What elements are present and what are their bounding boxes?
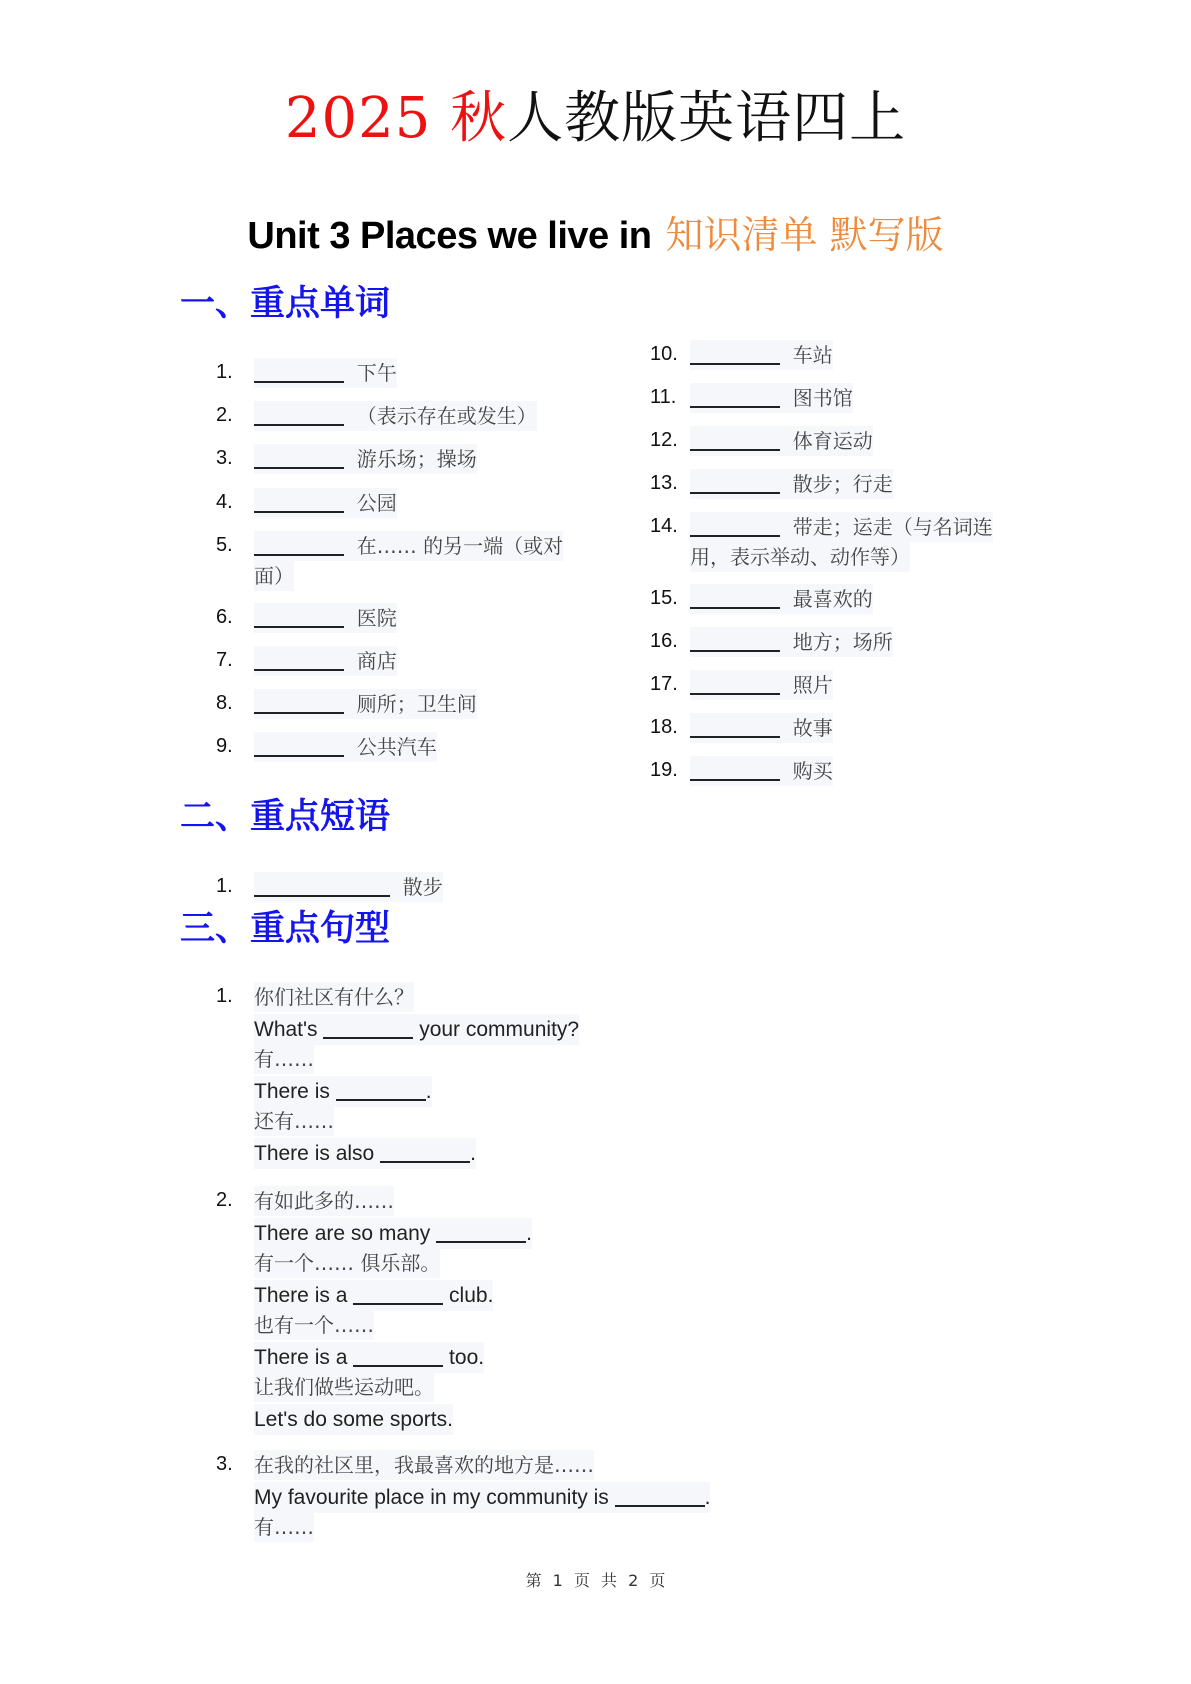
sentence-text: 你们社区有什么？ [254, 985, 414, 1009]
sentence-chinese [254, 1044, 314, 1074]
sentence-text: Let's do some sports. [254, 1408, 453, 1431]
sentence-chinese [254, 1186, 394, 1216]
item-number: 18. [650, 716, 678, 738]
word-line [254, 603, 397, 633]
item-number: 2. [216, 1189, 233, 1211]
sentence-chinese [254, 982, 414, 1012]
sentence-text-after: . [704, 1486, 711, 1509]
word-line [254, 646, 397, 676]
sentence-text: 有…… [254, 1515, 314, 1539]
answer-blank[interactable] [690, 587, 780, 609]
word-meaning-continued: 用，表示举动、动作等） [690, 542, 910, 572]
sentence-text: 让我们做些运动吧。 [254, 1375, 434, 1399]
title-year-season: 2025 秋 [284, 86, 508, 151]
answer-blank[interactable] [690, 515, 780, 537]
word-meaning: 照片 [792, 673, 833, 697]
word-meaning: 公园 [356, 491, 397, 515]
word-line [690, 713, 833, 743]
word-meaning: 故事 [792, 716, 833, 740]
word-line [254, 358, 397, 388]
word-line [690, 584, 873, 614]
section-heading-sentences: 三、重点句型 [180, 908, 391, 949]
answer-blank[interactable] [254, 735, 344, 757]
answer-blank[interactable] [690, 429, 780, 451]
sentence-chinese [254, 1106, 334, 1136]
section-heading-words: 一、重点单词 [180, 283, 391, 324]
answer-blank[interactable] [615, 1485, 705, 1507]
title-main: 人教版英语四上 [507, 86, 907, 151]
word-meaning-continued: 面） [254, 561, 294, 591]
item-number: 1. [216, 361, 233, 383]
item-number: 13. [650, 472, 678, 494]
word-line [254, 401, 537, 431]
phrase-item [0, 872, 700, 900]
unit-title-chinese: 知识清单 默写版 [665, 213, 944, 257]
sentence-english [254, 1482, 710, 1513]
answer-blank[interactable] [254, 875, 390, 897]
sentence-text: 还有…… [254, 1109, 334, 1133]
answer-blank[interactable] [254, 447, 344, 469]
item-number: 16. [650, 630, 678, 652]
sentence-text-before: There is a [254, 1284, 354, 1307]
answer-blank[interactable] [690, 759, 780, 781]
word-meaning: 图书馆 [792, 386, 853, 410]
word-meaning: 地方；场所 [792, 630, 893, 654]
answer-blank[interactable] [353, 1345, 443, 1367]
word-meaning: 商店 [356, 649, 397, 673]
sentence-text-before: My favourite place in my community is [254, 1486, 615, 1509]
answer-blank[interactable] [690, 343, 780, 365]
word-line [690, 383, 853, 413]
sentence-text: 有一个…… 俱乐部。 [254, 1251, 441, 1275]
item-number: 2. [216, 404, 233, 426]
answer-blank[interactable] [690, 716, 780, 738]
sentence-text: 有如此多的…… [254, 1189, 394, 1213]
word-line [254, 444, 477, 474]
answer-blank[interactable] [254, 606, 344, 628]
word-line [690, 340, 833, 370]
word-meaning: 最喜欢的 [792, 587, 873, 611]
unit-title [0, 208, 1191, 263]
sentence-english [254, 1404, 453, 1435]
sentence-text-before: There are so many [254, 1222, 437, 1245]
sentence-text-before: There is also [254, 1142, 381, 1165]
item-number: 12. [650, 429, 678, 451]
sentence-english [254, 1280, 493, 1311]
word-meaning: 游乐场；操场 [356, 447, 477, 471]
answer-blank[interactable] [690, 630, 780, 652]
item-number: 5. [216, 534, 233, 556]
word-meaning: 带走；运走（与名词连 [792, 515, 993, 539]
item-number: 4. [216, 491, 233, 513]
word-meaning: 散步；行走 [792, 472, 893, 496]
word-line [690, 426, 873, 456]
item-number: 3. [216, 1453, 233, 1475]
sentence-text-after: club. [443, 1284, 494, 1307]
answer-blank[interactable] [380, 1141, 470, 1163]
word-line [690, 627, 893, 657]
item-number: 6. [216, 606, 233, 628]
sentence-text-after: too. [443, 1346, 485, 1369]
sentence-text: 有…… [254, 1047, 314, 1071]
sentence-text: 在我的社区里，我最喜欢的地方是…… [254, 1453, 594, 1477]
word-line [690, 512, 993, 542]
answer-blank[interactable] [353, 1283, 443, 1305]
page-footer: 第 1 页 共 2 页 [525, 1571, 666, 1590]
word-line [254, 689, 477, 719]
sentence-text-before: There is [254, 1080, 336, 1103]
answer-blank[interactable] [254, 692, 344, 714]
word-meaning: （表示存在或发生） [356, 404, 537, 428]
unit-title-english: Unit 3 Places we live in [247, 215, 652, 257]
sentence-chinese [254, 1248, 440, 1278]
document-title [0, 84, 1191, 154]
word-line [690, 469, 893, 499]
item-number: 11. [650, 386, 677, 408]
sentence-text-after: . [425, 1080, 432, 1103]
sentence-text-before: There is a [254, 1346, 354, 1369]
word-line [254, 732, 437, 762]
word-line [254, 488, 397, 518]
sentence-english [254, 1076, 432, 1107]
word-line [690, 670, 833, 700]
item-number: 1. [216, 875, 233, 897]
word-line [690, 756, 833, 786]
item-number: 3. [216, 447, 233, 469]
item-number: 17. [650, 673, 678, 695]
sentence-english [254, 1138, 476, 1169]
item-number: 10. [650, 343, 678, 365]
answer-blank[interactable] [254, 649, 344, 671]
phrase-meaning: 散步 [402, 875, 443, 899]
item-number: 8. [216, 692, 233, 714]
answer-blank[interactable] [436, 1221, 526, 1243]
sentence-english [254, 1218, 532, 1249]
sentence-text-after: . [470, 1142, 476, 1165]
sentence-english [254, 1014, 579, 1045]
sentence-chinese [254, 1372, 434, 1402]
word-meaning: 车站 [792, 343, 833, 367]
item-number: 7. [216, 649, 233, 671]
item-number: 14. [650, 515, 678, 537]
word-meaning: 体育运动 [792, 429, 873, 453]
sentence-english [254, 1342, 484, 1373]
word-meaning: 下午 [356, 361, 397, 385]
sentence-chinese [254, 1310, 374, 1340]
sentence-text: 也有一个…… [254, 1313, 374, 1337]
sentence-chinese [254, 1450, 594, 1480]
sentence-chinese [254, 1512, 314, 1542]
answer-blank[interactable] [690, 386, 780, 408]
phrase-line [254, 872, 443, 902]
item-number: 15. [650, 587, 678, 609]
item-number: 1. [216, 985, 233, 1007]
answer-blank[interactable] [254, 491, 344, 513]
answer-blank[interactable] [336, 1079, 426, 1101]
word-meaning: 医院 [356, 606, 397, 630]
word-meaning: 购买 [792, 759, 833, 783]
answer-blank[interactable] [690, 673, 780, 695]
sentence-text-after: your community? [413, 1018, 580, 1041]
answer-blank[interactable] [690, 472, 780, 494]
item-number: 9. [216, 735, 233, 757]
word-meaning: 厕所；卫生间 [356, 692, 477, 716]
sentence-text-before: What's [254, 1018, 324, 1041]
word-meaning: 在…… 的另一端（或对 [356, 534, 564, 558]
word-line [254, 531, 563, 561]
answer-blank[interactable] [254, 361, 344, 383]
answer-blank[interactable] [254, 404, 344, 426]
item-number: 19. [650, 759, 678, 781]
answer-blank[interactable] [254, 534, 344, 556]
word-meaning: 公共汽车 [356, 735, 437, 759]
section-heading-phrases: 二、重点短语 [180, 796, 391, 837]
answer-blank[interactable] [323, 1017, 413, 1039]
sentence-text-after: . [526, 1222, 532, 1245]
